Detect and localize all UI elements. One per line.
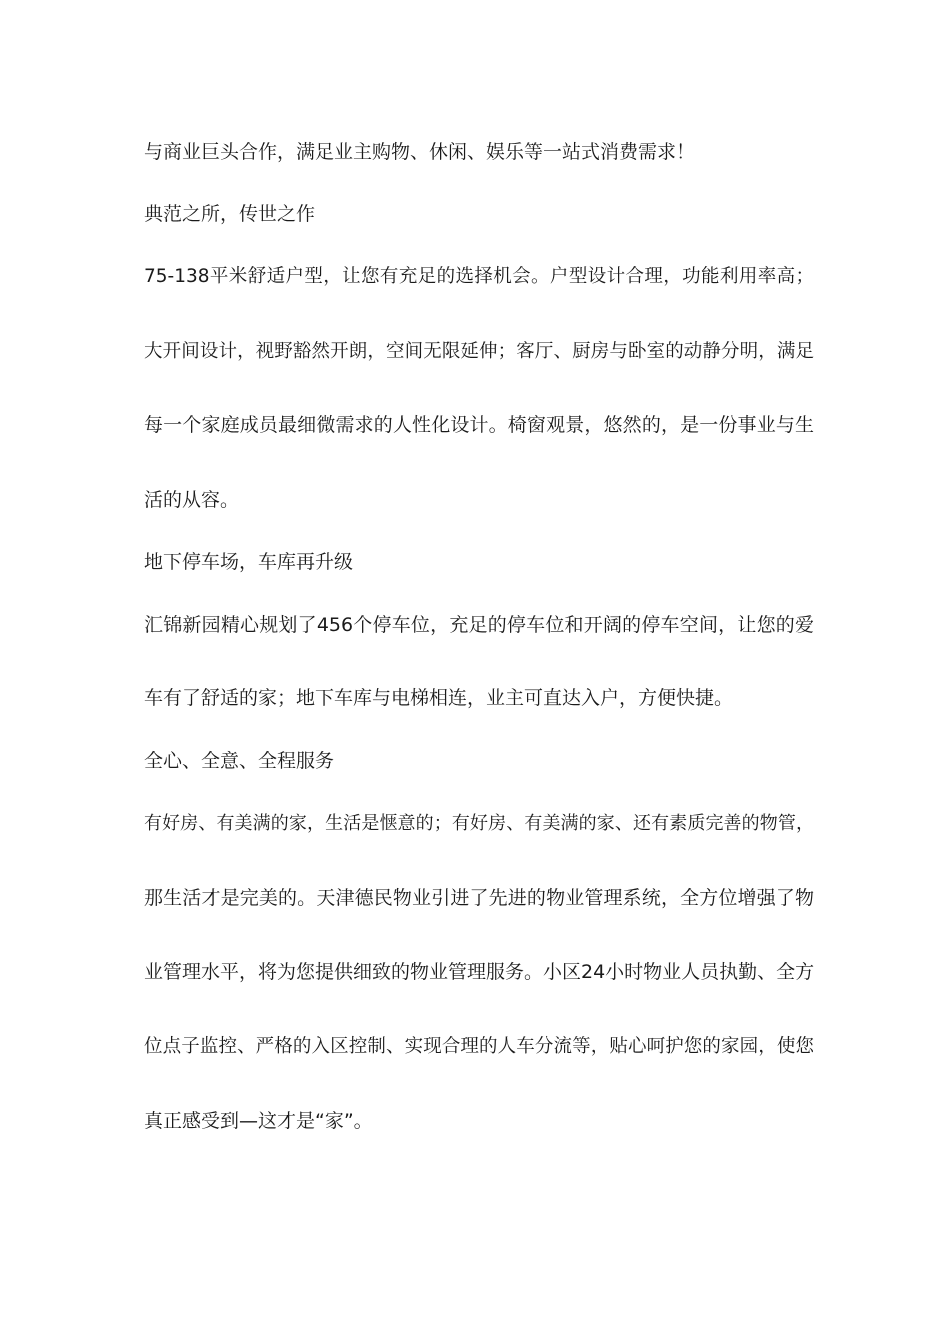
paragraph-line: 每一个家庭成员最细微需求的人性化设计。椅窗观景，悠然的，是一份事业与生 xyxy=(144,414,814,436)
paragraph-line: 75-138平米舒适户型，让您有充足的选择机会。户型设计合理，功能利用率高； xyxy=(144,266,814,287)
paragraph-line: 业管理水平，将为您提供细致的物业管理服务。小区24小时物业人员执勤、全方 xyxy=(144,961,815,983)
intro-paragraph: 与商业巨头合作，满足业主购物、休闲、娱乐等一站式消费需求！ xyxy=(144,141,696,163)
paragraph-line: 那生活才是完美的。天津德民物业引进了先进的物业管理系统，全方位增强了物 xyxy=(144,887,814,909)
paragraph-line: 车有了舒适的家；地下车库与电梯相连，业主可直达入户，方便快捷。 xyxy=(144,687,734,709)
paragraph-line: 真正感受到—这才是“家”。 xyxy=(144,1110,373,1132)
section-heading-model-home: 典范之所，传世之作 xyxy=(144,203,316,225)
paragraph-line: 位点子监控、严格的入区控制、实现合理的人车分流等，贴心呵护您的家园，使您 xyxy=(144,1036,814,1057)
paragraph-line: 活的从容。 xyxy=(144,489,240,511)
paragraph-line: 大开间设计，视野豁然开朗，空间无限延伸；客厅、厨房与卧室的动静分明，满足 xyxy=(144,341,814,362)
paragraph-line: 有好房、有美满的家，生活是惬意的；有好房、有美满的家、还有素质完善的物管， xyxy=(144,813,814,834)
section-heading-service: 全心、全意、全程服务 xyxy=(144,750,335,772)
paragraph-line: 汇锦新园精心规划了456个停车位，充足的停车位和开阔的停车空间，让您的爱 xyxy=(144,614,814,636)
section-heading-parking: 地下停车场，车库再升级 xyxy=(144,551,354,573)
